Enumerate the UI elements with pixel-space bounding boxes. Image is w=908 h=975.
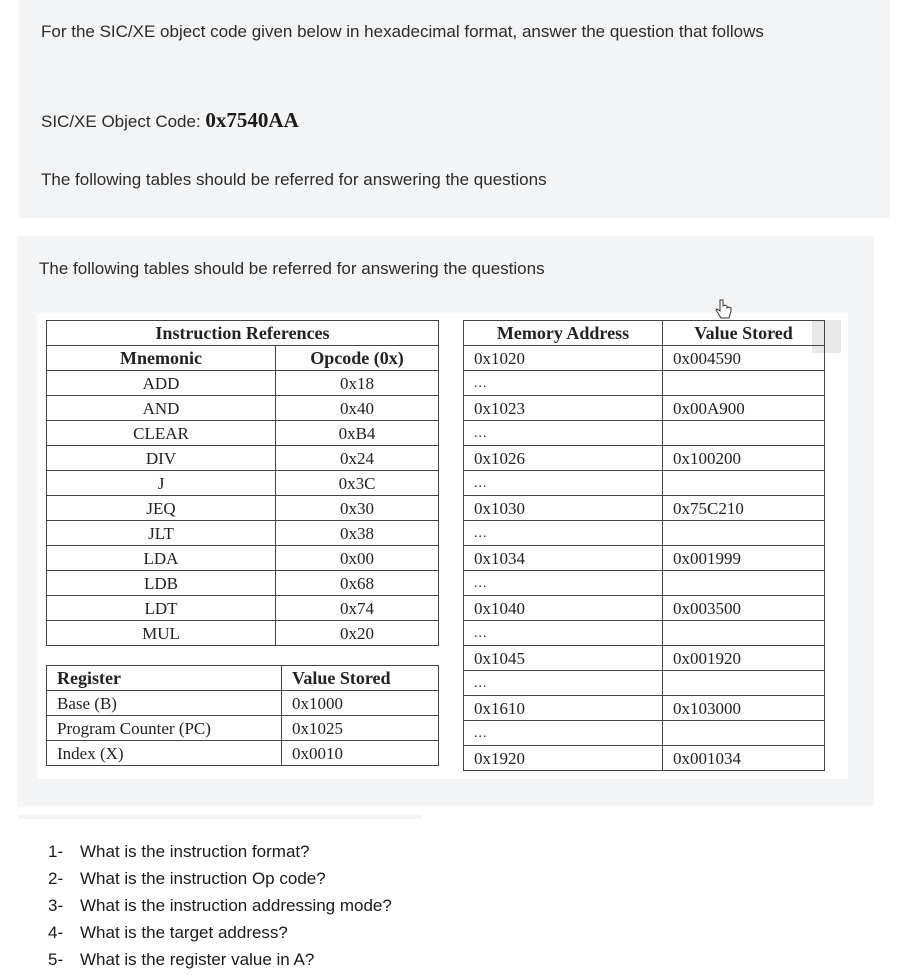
memory-value-cell: 0x00A900 xyxy=(663,396,825,421)
memory-address-cell: 0x1920 xyxy=(464,746,663,771)
memory-value-cell xyxy=(663,471,825,496)
question-text: What is the target address? xyxy=(80,923,288,942)
memory-value-cell xyxy=(663,521,825,546)
memory-header-row xyxy=(464,321,825,346)
question-text: What is the instruction format? xyxy=(80,842,310,861)
memory-row xyxy=(464,696,825,721)
register-value-cell: 0x1000 xyxy=(282,691,439,716)
memory-row xyxy=(464,646,825,671)
memory-value-cell xyxy=(663,621,825,646)
instruction-row xyxy=(47,596,439,621)
register-name-cell: Index (X) xyxy=(47,741,282,766)
mnemonic-cell: AND xyxy=(47,396,276,421)
instruction-row xyxy=(47,546,439,571)
memory-address-cell: 0x1610 xyxy=(464,696,663,721)
instruction-row xyxy=(47,471,439,496)
mnemonic-cell: DIV xyxy=(47,446,276,471)
register-header: Register xyxy=(47,666,282,691)
question-item xyxy=(48,865,392,892)
instruction-table-title: Instruction References xyxy=(47,321,439,346)
memory-address-cell: 0x1040 xyxy=(464,596,663,621)
memory-table xyxy=(463,320,825,771)
memory-address-cell: 0x1045 xyxy=(464,646,663,671)
question-intro: For the SIC/XE object code given below in hexadecimal format, answer the question that follows xyxy=(41,22,764,41)
question-item xyxy=(48,946,392,973)
memory-value-cell xyxy=(663,421,825,446)
mnemonic-cell: CLEAR xyxy=(47,421,276,446)
opcode-cell: 0x3C xyxy=(276,471,439,496)
memory-address-cell: 0x1034 xyxy=(464,546,663,571)
opcode-cell: 0x68 xyxy=(276,571,439,596)
register-value-cell: 0x1025 xyxy=(282,716,439,741)
opcode-cell: 0x30 xyxy=(276,496,439,521)
mnemonic-cell: JEQ xyxy=(47,496,276,521)
opcode-header: Opcode (0x) xyxy=(276,346,439,371)
memory-row xyxy=(464,496,825,521)
object-code-label: SIC/XE Object Code: xyxy=(41,112,206,131)
instruction-header-row xyxy=(47,346,439,371)
memory-value-cell: 0x001999 xyxy=(663,546,825,571)
register-table xyxy=(46,665,439,766)
instruction-row xyxy=(47,371,439,396)
mouse-cursor-icon xyxy=(715,299,733,319)
question-item xyxy=(48,892,392,919)
reference-note: The following tables should be referred for answering the questions xyxy=(41,170,547,189)
memory-value-cell: 0x103000 xyxy=(663,696,825,721)
instruction-row xyxy=(47,396,439,421)
opcode-cell: 0x18 xyxy=(276,371,439,396)
question-number: 4- xyxy=(48,923,64,942)
memory-value-cell: 0x75C210 xyxy=(663,496,825,521)
register-row xyxy=(47,741,439,766)
memory-row xyxy=(464,546,825,571)
instruction-row xyxy=(47,621,439,646)
question-number: 3- xyxy=(48,896,64,915)
memory-row xyxy=(464,671,825,696)
memory-address-cell: ... xyxy=(464,721,663,746)
mnemonic-cell: J xyxy=(47,471,276,496)
instruction-row xyxy=(47,571,439,596)
memory-value-cell: 0x004590 xyxy=(663,346,825,371)
instruction-row xyxy=(47,496,439,521)
opcode-cell: 0xB4 xyxy=(276,421,439,446)
reference-note-2: The following tables should be referred for answering the questions xyxy=(39,259,545,278)
memory-address-cell: ... xyxy=(464,371,663,396)
mnemonic-cell: MUL xyxy=(47,621,276,646)
instruction-row xyxy=(47,421,439,446)
memory-row xyxy=(464,471,825,496)
memory-row xyxy=(464,521,825,546)
mnemonic-cell: JLT xyxy=(47,521,276,546)
instruction-table xyxy=(46,320,439,646)
opcode-cell: 0x24 xyxy=(276,446,439,471)
opcode-cell: 0x38 xyxy=(276,521,439,546)
opcode-cell: 0x74 xyxy=(276,596,439,621)
memory-row xyxy=(464,446,825,471)
question-number: 5- xyxy=(48,950,64,969)
memory-value-cell: 0x100200 xyxy=(663,446,825,471)
mnemonic-cell: ADD xyxy=(47,371,276,396)
memory-value-header: Value Stored xyxy=(663,321,825,346)
question-number: 2- xyxy=(48,869,64,888)
question-item xyxy=(48,919,392,946)
register-value-cell: 0x0010 xyxy=(282,741,439,766)
register-name-cell: Base (B) xyxy=(47,691,282,716)
memory-row xyxy=(464,421,825,446)
instruction-row xyxy=(47,446,439,471)
memory-row xyxy=(464,721,825,746)
memory-address-cell: ... xyxy=(464,471,663,496)
register-row xyxy=(47,716,439,741)
memory-address-cell: ... xyxy=(464,521,663,546)
register-name-cell: Program Counter (PC) xyxy=(47,716,282,741)
section-divider xyxy=(18,815,422,819)
memory-address-cell: 0x1030 xyxy=(464,496,663,521)
mnemonic-cell: LDA xyxy=(47,546,276,571)
memory-value-cell xyxy=(663,671,825,696)
memory-row xyxy=(464,596,825,621)
memory-address-cell: 0x1026 xyxy=(464,446,663,471)
mnemonic-cell: LDB xyxy=(47,571,276,596)
memory-address-cell: 0x1020 xyxy=(464,346,663,371)
memory-row xyxy=(464,371,825,396)
object-code-value: 0x7540AA xyxy=(205,108,299,132)
memory-address-cell: ... xyxy=(464,571,663,596)
register-row xyxy=(47,691,439,716)
memory-row xyxy=(464,621,825,646)
memory-value-cell: 0x001034 xyxy=(663,746,825,771)
opcode-cell: 0x40 xyxy=(276,396,439,421)
instruction-title-row xyxy=(47,321,439,346)
question-text: What is the register value in A? xyxy=(80,950,315,969)
memory-row xyxy=(464,346,825,371)
instruction-row xyxy=(47,521,439,546)
memory-value-cell: 0x003500 xyxy=(663,596,825,621)
mnemonic-cell: LDT xyxy=(47,596,276,621)
question-number: 1- xyxy=(48,842,64,861)
memory-value-cell xyxy=(663,571,825,596)
memory-address-header: Memory Address xyxy=(464,321,663,346)
memory-value-cell xyxy=(663,721,825,746)
question-list xyxy=(48,838,392,973)
memory-row xyxy=(464,746,825,771)
register-header-row xyxy=(47,666,439,691)
opcode-cell: 0x20 xyxy=(276,621,439,646)
memory-address-cell: 0x1023 xyxy=(464,396,663,421)
question-text: What is the instruction addressing mode? xyxy=(80,896,392,915)
memory-address-cell: ... xyxy=(464,671,663,696)
question-text: What is the instruction Op code? xyxy=(80,869,326,888)
register-value-header: Value Stored xyxy=(282,666,439,691)
memory-value-cell: 0x001920 xyxy=(663,646,825,671)
object-code-line xyxy=(41,108,299,133)
memory-address-cell: ... xyxy=(464,421,663,446)
mnemonic-header: Mnemonic xyxy=(47,346,276,371)
question-item xyxy=(48,838,392,865)
memory-row xyxy=(464,571,825,596)
opcode-cell: 0x00 xyxy=(276,546,439,571)
memory-address-cell: ... xyxy=(464,621,663,646)
memory-value-cell xyxy=(663,371,825,396)
memory-row xyxy=(464,396,825,421)
